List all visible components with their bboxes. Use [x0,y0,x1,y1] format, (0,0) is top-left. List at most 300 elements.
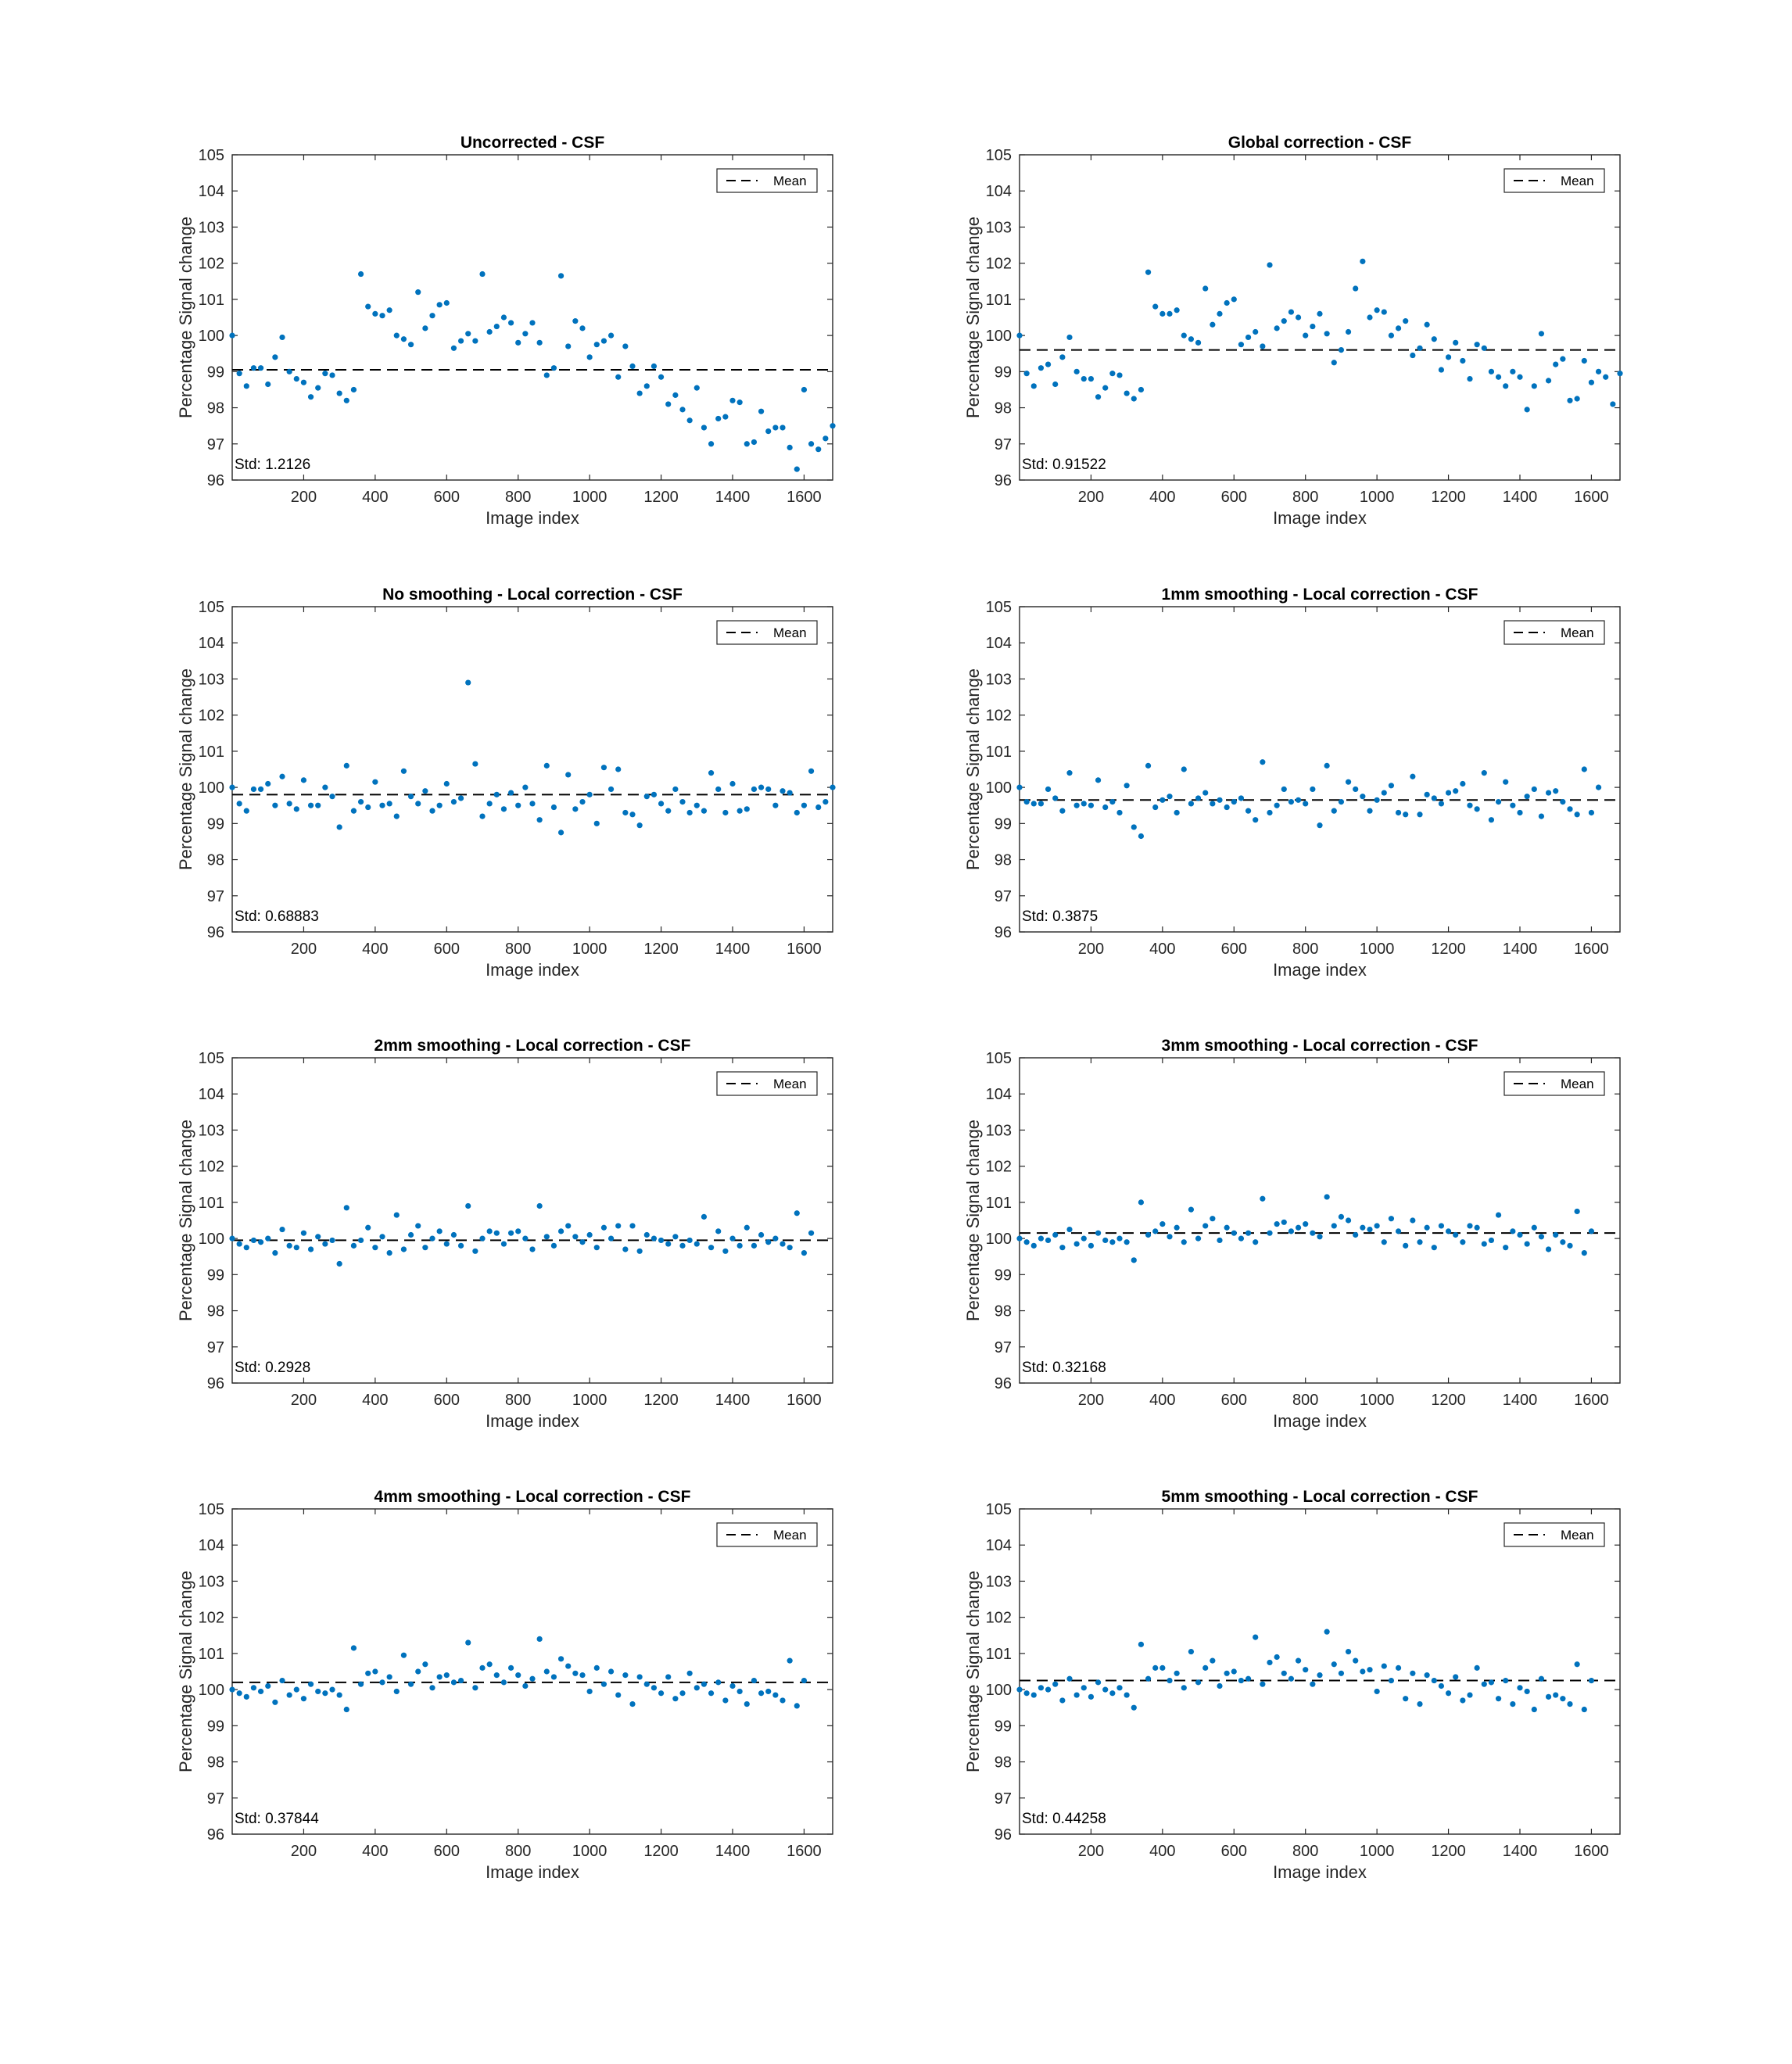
x-tick-label: 1600 [787,941,822,958]
data-point [1217,797,1222,803]
data-point [501,1241,507,1246]
data-point [551,804,557,810]
data-point [1217,1238,1222,1243]
data-point [765,1689,771,1694]
data-point [1281,318,1287,324]
data-point [1417,1701,1422,1707]
y-tick-label: 101 [198,291,224,309]
chart-panel-1 [176,134,836,528]
data-point [279,1678,285,1683]
data-point [601,1682,607,1687]
data-point [1088,1694,1094,1700]
data-point [1038,1236,1044,1242]
data-point [1210,801,1215,806]
data-point [1446,1690,1451,1696]
data-point [1024,799,1030,804]
data-point [744,806,750,812]
data-point [451,799,457,804]
data-point [1260,1682,1265,1687]
data-point [315,385,321,391]
data-point [708,441,714,446]
data-point [1074,1241,1080,1246]
y-tick-label: 105 [198,1501,224,1518]
chart-title: 4mm smoothing - Local correction - CSF [374,1488,691,1506]
y-tick-label: 97 [994,435,1012,453]
data-point [1167,1234,1172,1239]
data-point [1109,371,1115,376]
data-point [229,333,235,339]
y-tick-label: 96 [206,472,224,489]
chart-panel-8 [963,1488,1620,1882]
data-point [515,1228,521,1234]
data-point [272,1700,278,1705]
data-point [1274,1221,1280,1227]
data-point [1374,307,1380,313]
data-point [1174,1671,1180,1676]
data-point [308,803,314,808]
data-point [1181,1685,1187,1690]
plot-area [1020,1058,1620,1383]
std-annotation: Std: 0.91522 [1022,457,1106,473]
data-point [1553,1692,1558,1697]
x-tick-label: 1000 [572,1843,607,1860]
data-point [394,1212,400,1217]
data-point [329,372,335,378]
data-point [1546,790,1551,795]
data-point [1245,1676,1251,1682]
data-point [458,1678,464,1683]
data-point [1224,300,1230,306]
plot-area [232,155,833,480]
data-point [815,446,821,452]
y-tick-label: 105 [198,147,224,164]
data-point [1560,1696,1565,1701]
data-point [1453,340,1458,346]
x-axis-label: Image index [486,1862,579,1882]
y-tick-label: 102 [198,1609,224,1627]
data-point [637,390,643,396]
data-point [1267,810,1272,815]
data-point [337,1261,342,1267]
data-point [1074,803,1080,808]
data-point [1131,824,1137,830]
data-point [1016,333,1022,339]
chart-panel-3 [176,586,836,980]
y-tick-label: 102 [985,1158,1012,1176]
data-point [1310,787,1315,792]
data-point [1024,371,1030,376]
data-point [1188,801,1194,806]
data-point [1467,1692,1472,1697]
x-tick-label: 1200 [643,489,679,506]
data-point [1159,311,1165,317]
y-tick-label: 105 [198,1050,224,1067]
data-point [1382,790,1387,795]
data-point [658,374,664,380]
legend-label: Mean [773,174,807,188]
data-point [265,1236,271,1242]
data-point [1296,314,1301,320]
data-point [265,382,271,387]
data-point [294,1687,299,1693]
data-point [1417,346,1422,351]
data-point [1303,333,1308,339]
data-point [1195,340,1201,346]
y-tick-label: 101 [198,1645,224,1663]
data-point [429,1236,435,1242]
y-tick-label: 104 [198,1086,224,1104]
data-point [729,1683,735,1689]
data-point [551,1674,557,1679]
data-point [558,273,564,278]
y-tick-label: 104 [198,635,224,653]
data-point [1617,371,1622,376]
data-point [665,1241,671,1246]
data-point [1145,1232,1151,1238]
data-point [1475,1665,1480,1671]
y-tick-label: 104 [985,1086,1012,1104]
data-point [1181,1239,1187,1245]
data-point [1296,797,1301,803]
data-point [1475,806,1480,812]
data-point [337,1692,342,1697]
x-tick-label: 1000 [1359,1392,1395,1409]
data-point [365,804,371,810]
data-point [1539,331,1544,336]
data-point [544,1668,550,1674]
data-point [801,803,807,808]
data-point [537,1203,543,1209]
data-point [1081,376,1087,382]
data-point [1167,794,1172,799]
data-point [587,792,593,797]
data-point [1517,374,1522,380]
data-point [1109,799,1115,804]
data-point [1353,285,1358,291]
data-point [1503,1245,1508,1250]
y-tick-label: 100 [198,779,224,797]
data-point [1145,1676,1151,1682]
data-point [737,1243,743,1249]
chart-panel-2 [963,134,1623,528]
data-point [358,799,364,804]
x-tick-label: 1600 [1574,1843,1609,1860]
data-point [544,372,550,378]
data-point [429,1685,435,1690]
std-annotation: Std: 0.37844 [235,1811,319,1827]
std-annotation: Std: 0.44258 [1022,1811,1106,1827]
y-tick-label: 104 [198,183,224,201]
y-tick-label: 102 [198,255,224,273]
data-point [1167,311,1172,317]
y-tick-label: 103 [985,671,1012,689]
data-point [1088,1243,1094,1249]
data-point [715,787,721,792]
data-point [287,1692,292,1697]
data-point [1525,407,1530,412]
data-point [508,1231,514,1236]
data-point [1489,817,1494,822]
data-point [229,1687,235,1693]
data-point [1031,801,1037,806]
data-point [1303,801,1308,806]
data-point [622,343,628,349]
x-tick-label: 1000 [572,1392,607,1409]
data-point [1288,799,1294,804]
data-point [1059,1245,1065,1250]
data-point [1181,766,1187,772]
data-point [1403,318,1408,324]
data-point [465,679,471,685]
data-point [1482,1682,1487,1687]
x-axis-label: Image index [1273,1411,1367,1431]
data-point [408,1682,414,1687]
data-point [1274,325,1280,331]
data-point [1210,322,1215,328]
x-tick-label: 1200 [643,1843,679,1860]
data-point [508,790,514,795]
data-point [694,803,700,808]
data-point [1296,1658,1301,1664]
data-point [1260,1196,1265,1202]
data-point [287,1243,292,1249]
y-tick-label: 104 [985,183,1012,201]
x-tick-label: 800 [1292,941,1319,958]
data-point [1131,1257,1137,1263]
data-point [551,1243,557,1249]
data-point [1217,1683,1222,1689]
data-point [394,333,400,339]
data-point [1202,1665,1208,1671]
y-tick-label: 100 [985,1682,1012,1700]
plot-area [1020,1509,1620,1834]
data-point [1496,1212,1501,1217]
data-point [1489,369,1494,374]
data-point [608,1668,614,1674]
data-point [422,1661,428,1667]
x-axis-label: Image index [486,508,579,528]
x-tick-label: 1000 [1359,489,1395,506]
data-point [758,1690,764,1696]
data-point [572,1234,578,1239]
data-point [308,1246,314,1252]
data-point [1410,1217,1415,1223]
data-point [608,1236,614,1242]
data-point [1575,812,1580,817]
data-point [587,1689,593,1694]
data-point [387,801,392,806]
data-point [1124,390,1130,396]
data-point [487,329,493,335]
x-tick-label: 1200 [643,941,679,958]
data-point [1238,1236,1244,1242]
std-annotation: Std: 0.2928 [235,1360,311,1376]
data-point [729,398,735,403]
data-point [1202,1223,1208,1228]
y-tick-label: 101 [198,743,224,761]
data-point [1560,357,1565,362]
data-point [1339,799,1344,804]
data-point [1102,1238,1108,1243]
data-point [679,1243,685,1249]
data-point [322,1241,328,1246]
data-point [408,794,414,799]
data-point [1432,1245,1437,1250]
data-point [701,425,707,430]
data-point [258,1689,263,1694]
x-tick-label: 1600 [1574,941,1609,958]
data-point [629,364,635,369]
data-point [1539,813,1544,819]
data-point [1174,1225,1180,1231]
data-point [429,808,435,814]
data-point [1059,808,1065,814]
data-point [479,271,485,277]
data-point [1589,1678,1594,1683]
data-point [1389,1216,1394,1221]
data-point [337,390,342,396]
data-point [601,338,607,343]
data-point [679,799,685,804]
y-tick-label: 96 [206,1826,224,1844]
data-point [1410,353,1415,358]
data-point [1074,1692,1080,1697]
data-point [1016,1236,1022,1242]
data-point [1274,803,1280,808]
data-point [737,1689,743,1694]
data-point [794,467,800,472]
data-point [1253,329,1258,335]
data-point [1095,777,1101,783]
y-tick-label: 103 [198,1122,224,1140]
data-point [1503,779,1508,785]
data-point [1066,1676,1072,1682]
data-point [1346,779,1351,785]
data-point [1245,808,1251,814]
data-point [229,785,235,790]
data-point [1052,795,1058,801]
data-point [1238,795,1244,801]
data-point [365,1671,371,1676]
data-point [244,1245,249,1250]
chart-panel-5 [176,1037,833,1431]
data-point [515,1672,521,1678]
y-tick-label: 97 [994,887,1012,905]
y-tick-label: 99 [994,815,1012,833]
data-point [1310,1231,1315,1236]
data-point [437,1228,443,1234]
data-point [1539,1676,1544,1682]
legend-label: Mean [773,1077,807,1091]
data-point [572,318,578,324]
chart-title: 2mm smoothing - Local correction - CSF [374,1037,691,1055]
data-point [1382,309,1387,314]
data-point [1353,1658,1358,1664]
data-point [379,1679,385,1685]
data-point [1503,383,1508,389]
data-point [1045,787,1051,792]
data-point [558,1228,564,1234]
data-point [594,1245,600,1250]
y-axis-label: Percentage Signal change [963,216,983,419]
data-point [794,1210,800,1216]
data-point [808,769,814,774]
data-point [615,1223,621,1228]
y-tick-label: 97 [206,1790,224,1808]
y-axis-label: Percentage Signal change [176,216,195,419]
x-tick-label: 200 [1077,1843,1105,1860]
data-point [1317,1234,1322,1239]
data-point [765,787,771,792]
x-tick-label: 800 [1292,489,1319,506]
data-point [358,1682,364,1687]
data-point [351,1645,357,1650]
data-point [1095,1231,1101,1236]
data-point [1274,1654,1280,1660]
data-point [529,801,535,806]
data-point [401,336,407,342]
x-tick-label: 600 [1220,1843,1247,1860]
x-tick-label: 1400 [1502,941,1538,958]
x-tick-label: 200 [1077,489,1105,506]
data-point [494,1231,500,1236]
std-annotation: Std: 0.68883 [235,908,319,925]
y-tick-label: 98 [206,1303,224,1320]
x-tick-label: 400 [1149,1392,1176,1409]
data-point [1059,1697,1065,1703]
data-point [1045,1238,1051,1243]
data-point [1059,354,1065,360]
data-point [1152,804,1158,810]
data-point [1575,1209,1580,1214]
data-point [579,799,585,804]
data-point [472,761,478,766]
y-tick-label: 103 [985,1573,1012,1591]
data-point [715,416,721,421]
data-point [1081,801,1087,806]
data-point [1610,401,1615,407]
data-point [458,1243,464,1249]
data-point [1210,1658,1215,1664]
data-point [1202,285,1208,291]
data-point [815,804,821,810]
data-point [1288,309,1294,314]
y-tick-label: 98 [994,851,1012,869]
chart-panel-6 [963,1037,1620,1431]
data-point [658,1238,664,1243]
data-point [565,772,571,777]
y-tick-label: 100 [985,328,1012,346]
data-point [344,763,349,769]
data-point [715,1228,721,1234]
data-point [1102,804,1108,810]
x-tick-label: 600 [433,1843,460,1860]
data-point [1231,1231,1237,1236]
data-point [637,822,643,828]
data-point [365,1225,371,1231]
data-point [237,1690,242,1696]
data-point [294,376,299,382]
x-tick-label: 200 [290,1392,317,1409]
data-point [808,1231,814,1236]
data-point [322,1690,328,1696]
y-tick-label: 97 [994,1338,1012,1356]
data-point [1396,325,1401,331]
data-point [1224,804,1230,810]
y-tick-label: 96 [994,1826,1012,1844]
data-point [1374,1689,1380,1694]
x-tick-label: 1400 [715,1392,751,1409]
